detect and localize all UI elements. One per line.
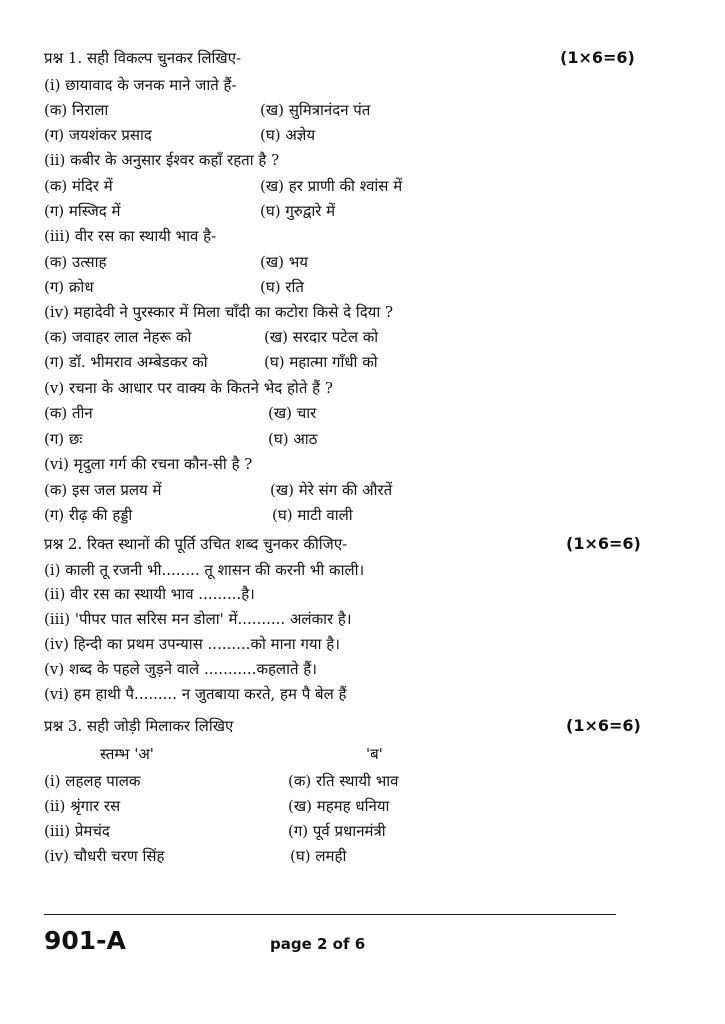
- q3-row-3-a: (iii) प्रेमचंद: [44, 822, 110, 840]
- q3-row-2-b: (ख) महमह धनिया: [288, 797, 390, 815]
- q1-v-option-d: (घ) आठ: [268, 430, 318, 448]
- q1-vi-question: (vi) मृदुला गर्ग की रचना कौन-सी है ?: [44, 455, 253, 473]
- q1-ii-option-a: (क) मंदिर में: [44, 177, 113, 195]
- q1-ii-question: (ii) कबीर के अनुसार ईश्वर कहाँ रहता है ?: [44, 151, 280, 169]
- q2-item-v: (v) शब्द के पहले जुड़ने वाले ...........कहलाते हैं।: [44, 660, 317, 678]
- q1-vi-option-a: (क) इस जल प्रलय में: [44, 481, 162, 499]
- q1-title: प्रश्न 1. सही विकल्प चुनकर लिखिए-: [44, 49, 242, 67]
- q1-iv-question: (iv) महादेवी ने पुरस्कार में मिला चाँदी का कटोरा किसे दे दिया ?: [44, 303, 394, 321]
- q2-item-iii: (iii) 'पीपर पात सरिस मन डोला' में.......... अलंकार है।: [44, 610, 352, 628]
- q3-row-4-b: (घ) लमही: [290, 847, 347, 865]
- q1-i-question: (i) छायावाद के जनक माने जाते हैं-: [44, 76, 237, 94]
- q3-row-1-a: (i) लहलह पालक: [44, 772, 141, 790]
- q3-row-4-a: (iv) चौधरी चरण सिंह: [44, 847, 165, 865]
- paper-code: 901-A: [44, 926, 126, 955]
- q1-ii-option-b: (ख) हर प्राणी की श्वांस में: [260, 177, 403, 195]
- q3-marks: (1×6=6): [566, 716, 641, 735]
- q3-row-2-a: (ii) श्रृंगार रस: [44, 797, 121, 815]
- q1-vi-option-b: (ख) मेरे संग की औरतें: [270, 481, 393, 499]
- q1-ii-option-c: (ग) मस्जिद में: [44, 202, 121, 220]
- q1-iv-option-d: (घ) महात्मा गाँधी को: [264, 353, 378, 371]
- q1-iii-option-b: (ख) भय: [260, 253, 308, 271]
- q3-column-a-header: स्तम्भ 'अ': [100, 745, 154, 763]
- q1-i-option-b: (ख) सुमित्रानंदन पंत: [260, 101, 371, 119]
- q2-item-vi: (vi) हम हाथी पै......... न जुतबाया करते, हम पै बेल हैं: [44, 685, 347, 703]
- q2-item-iv: (iv) हिन्दी का प्रथम उपन्यास .........को माना गया है।: [44, 635, 340, 653]
- q3-title: प्रश्न 3. सही जोड़ी मिलाकर लिखिए: [44, 717, 234, 735]
- q1-iv-option-a: (क) जवाहर लाल नेहरू को: [44, 328, 192, 346]
- q1-i-option-c: (ग) जयशंकर प्रसाद: [44, 126, 152, 144]
- q1-ii-option-d: (घ) गुरुद्वारे में: [260, 202, 336, 220]
- q1-v-option-c: (ग) छः: [44, 430, 83, 448]
- q1-i-option-a: (क) निराला: [44, 101, 109, 119]
- q1-iv-option-c: (ग) डॉ. भीमराव अम्बेडकर को: [44, 353, 208, 371]
- q2-marks: (1×6=6): [566, 534, 641, 553]
- page-number: page 2 of 6: [270, 935, 366, 953]
- q1-i-option-d: (घ) अज्ञेय: [260, 126, 316, 144]
- q1-v-question: (v) रचना के आधार पर वाक्य के कितने भेद होते हैं ?: [44, 379, 333, 397]
- q1-iii-option-c: (ग) क्रोध: [44, 278, 94, 296]
- q1-vi-option-c: (ग) रीढ़ की हड्डी: [44, 506, 133, 524]
- q1-marks: (1×6=6): [560, 48, 635, 67]
- q2-item-i: (i) काली तू रजनी भी........ तू शासन की करनी भी काली।: [44, 561, 365, 579]
- q1-iv-option-b: (ख) सरदार पटेल को: [264, 328, 379, 346]
- footer-divider: [44, 914, 616, 915]
- q2-item-ii: (ii) वीर रस का स्थायी भाव .........है।: [44, 585, 255, 603]
- q1-v-option-b: (ख) चार: [268, 404, 317, 422]
- q3-row-3-b: (ग) पूर्व प्रधानमंत्री: [288, 822, 386, 840]
- q1-iii-option-a: (क) उत्साह: [44, 253, 107, 271]
- q2-title: प्रश्न 2. रिक्त स्थानों की पूर्ति उचित शब्द चुनकर कीजिए-: [44, 535, 348, 553]
- q3-column-b-header: 'ब': [366, 745, 383, 763]
- q1-iii-option-d: (घ) रति: [260, 278, 304, 296]
- q1-iii-question: (iii) वीर रस का स्थायी भाव है-: [44, 227, 217, 245]
- q1-v-option-a: (क) तीन: [44, 404, 93, 422]
- q3-row-1-b: (क) रति स्थायी भाव: [288, 772, 399, 790]
- q1-vi-option-d: (घ) माटी वाली: [272, 506, 353, 524]
